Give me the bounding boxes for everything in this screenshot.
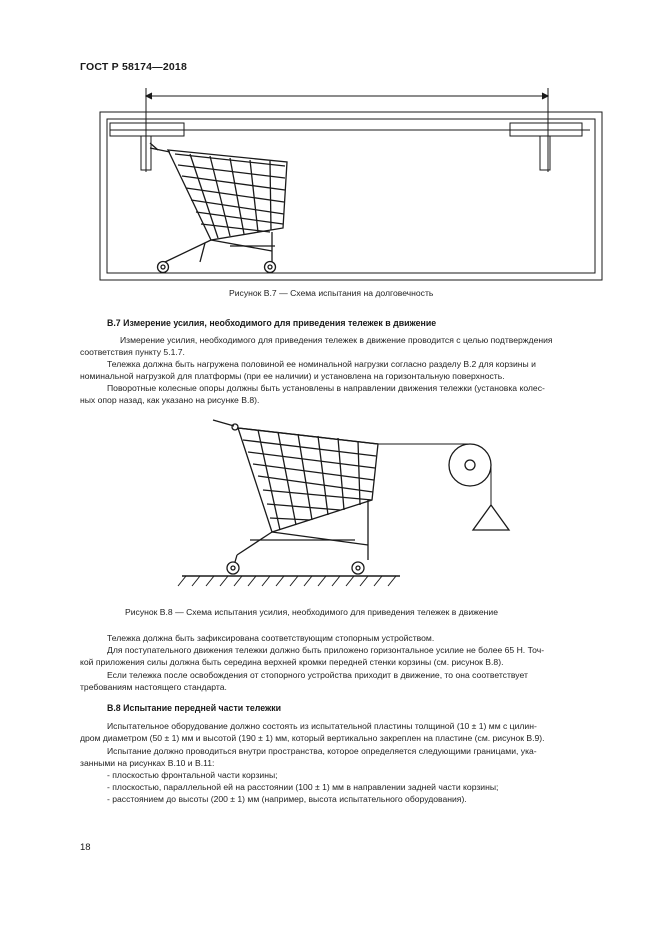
after-b8-line: Тележка должна быть зафиксирована соответствующим стопорным устройством. bbox=[107, 633, 435, 643]
after-b8-line: Для поступательного движения тележки должно быть приложено горизонтальное усилие не более 65 Н. Точ- bbox=[107, 645, 545, 655]
figure-b8-caption: Рисунок В.8 — Схема испытания усилия, необходимого для приведения тележек в движение bbox=[125, 607, 498, 617]
section-b7-line: Поворотные колесные опоры должны быть установлены в направлении движения тележки (установка колес- bbox=[107, 383, 545, 393]
figure-b7-caption: Рисунок В.7 — Схема испытания на долговечность bbox=[229, 288, 434, 298]
section-b8-list-item: - плоскостью фронтальной части корзины; bbox=[107, 770, 278, 780]
standard-header: ГОСТ Р 58174—2018 bbox=[80, 61, 188, 73]
section-b8-line: Испытание должно проводиться внутри пространства, которое определяется следующими границами, ука- bbox=[107, 746, 537, 756]
section-b7-line: Тележка должна быть нагружена половиной ее номинальной нагрузки согласно разделу В.2 для корзины и bbox=[107, 359, 536, 369]
section-b7-line: номинальной нагрузкой для платформы (при ее наличии) и установлена на горизонтальную поверхность. bbox=[80, 371, 505, 381]
after-b8-line: Если тележка после освобождения от стопорного устройства приходит в движение, то она соответствует bbox=[107, 670, 528, 680]
after-b8-line: кой приложения силы должна быть середина верхней кромки передней стенки корзины (см. рисунок В.8). bbox=[80, 657, 504, 667]
section-b7-title: В.7 Измерение усилия, необходимого для приведения тележек в движение bbox=[107, 318, 437, 328]
section-b8-list-item: - плоскостью, параллельной ей на расстоянии (100 ± 1) мм в направлении задней части корзины; bbox=[107, 782, 499, 792]
after-b8-line: требованиям настоящего стандарта. bbox=[80, 682, 227, 692]
section-b7-line: ных опор назад, как указано на рисунке В.8). bbox=[80, 395, 260, 405]
section-b8-list-item: - расстоянием до высоты (200 ± 1) мм (например, высота испытательного оборудования). bbox=[107, 794, 467, 804]
section-b8-line: занными на рисунках В.10 и В.11: bbox=[80, 758, 215, 768]
section-b8-title: В.8 Испытание передней части тележки bbox=[107, 703, 282, 713]
page-number: 18 bbox=[80, 842, 91, 853]
section-b7-line: Измерение усилия, необходимого для приведения тележек в движение проводится с целью подтверждения bbox=[120, 335, 553, 345]
section-b8-line: дром диаметром (50 ± 1) мм и высотой (190 ± 1) мм, который вертикально закреплен на пластине (см. рисунок В.9). bbox=[80, 733, 545, 743]
section-b8-line: Испытательное оборудование должно состоять из испытательной пластины толщиной (10 ± 1) мм с цилин- bbox=[107, 721, 537, 731]
section-b7-line: соответствия пункту 5.1.7. bbox=[80, 347, 185, 357]
